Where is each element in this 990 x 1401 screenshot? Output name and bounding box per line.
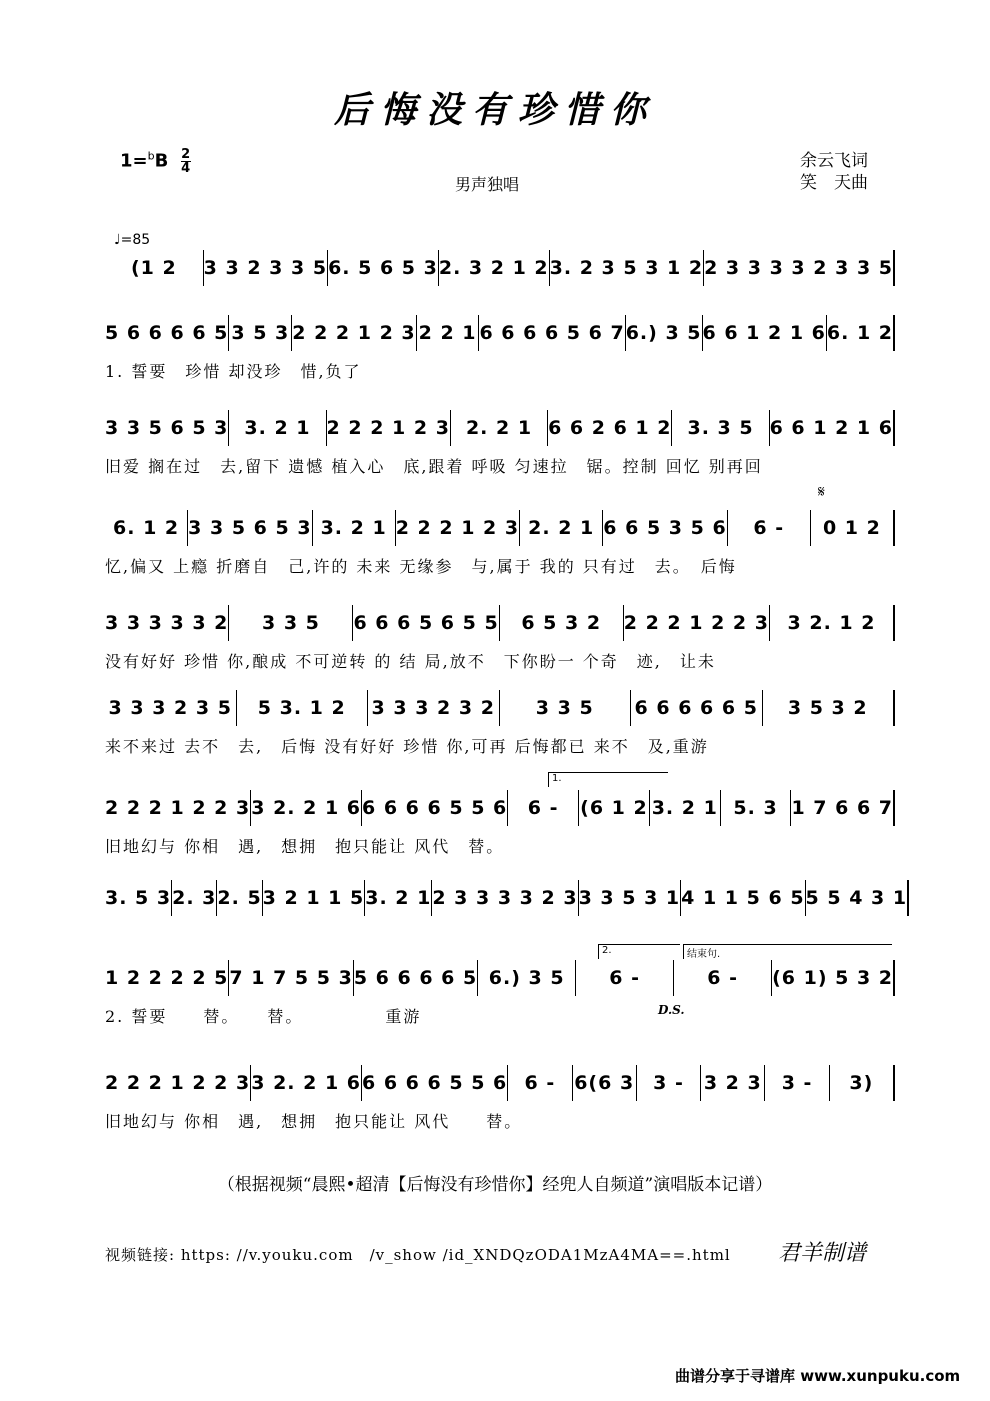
measure: 6.) 3 5 [626, 315, 703, 351]
notes-line [105, 960, 895, 996]
notes-line [105, 790, 895, 826]
measure: 5 5 4 3 1 [806, 880, 910, 916]
measure: 6 5 3 2 [500, 605, 624, 641]
signature: 君羊制谱 [778, 1241, 867, 1266]
measure: 0 1 2 [811, 510, 895, 546]
measure: 3 2. 1 2 [770, 605, 895, 641]
measure: 6 6 6 5 6 5 5 [353, 605, 499, 641]
measure: 6 - [728, 510, 811, 546]
measure: 2. 3 [172, 880, 217, 916]
notes-line [105, 1065, 895, 1101]
measure: 6 - [508, 1065, 572, 1101]
lyrics-line: 来不来过 去不 去, 后悔 没有好好 珍惜 你,可再 后悔都已 来不 及,重游 [105, 737, 709, 756]
measure: 2. 2 1 [451, 410, 548, 446]
measure: 3 5 3 [229, 315, 292, 351]
volta-1: 1. [548, 772, 668, 787]
measure: 2 2 2 1 2 2 3 [105, 1065, 251, 1101]
measure: 3 3 3 2 3 2 [368, 690, 500, 726]
measure: 2 3 3 3 3 2 3 3 5 [704, 250, 895, 286]
measure: 6 6 6 6 5 5 6 [362, 1065, 508, 1101]
measure: 3 3 5 [229, 605, 353, 641]
measure: 6 - [576, 960, 674, 996]
measure: 3 3 3 3 3 2 [105, 605, 229, 641]
measure: 2 2 2 1 2 2 3 [624, 605, 770, 641]
measure: 6 6 2 6 1 2 [548, 410, 672, 446]
measure: 6 6 6 6 6 5 [631, 690, 763, 726]
measure: 3. 2 1 [365, 880, 432, 916]
performer: 男声独唱 [455, 175, 520, 194]
lyrics-line: 没有好好 珍惜 你,酿成 不可逆转 的 结 局,放不 下你盼一 个奇 迹, 让未 [105, 652, 716, 671]
measure: 3 3 5 [500, 690, 632, 726]
notes-line [105, 605, 895, 641]
measure: 3. 2 1 [650, 790, 721, 826]
measure: 6 - [674, 960, 772, 996]
measure: 3 3 5 6 5 3 [105, 410, 229, 446]
tempo-mark: ♩=85 [114, 232, 151, 248]
measure: 3 - [765, 1065, 829, 1101]
notes-line [105, 315, 895, 351]
measure: 3 3 5 6 5 3 [188, 510, 312, 546]
measure: 3 5 3 2 [763, 690, 896, 726]
measure: 6. 1 2 [827, 315, 895, 351]
composer: 笑 天曲 [800, 173, 868, 193]
measure: 5 6 6 6 6 5 [105, 315, 229, 351]
transcription-note: （根据视频“晨熙•超清【后悔没有珍惜你】经兜人自频道”演唱版本记谱） [217, 1175, 773, 1195]
measure: 7 1 7 5 5 3 [229, 960, 353, 996]
score-row [105, 690, 895, 764]
measure: 5 3. 1 2 [237, 690, 369, 726]
measure: 6 6 1 2 1 6 [770, 410, 895, 446]
measure: (6 1 2 [579, 790, 650, 826]
lyrics-line: 1. 誓要 珍惜 却没珍 惜,负了 [105, 362, 362, 381]
measure: 3 3 2 3 3 5 [204, 250, 328, 286]
score-row [105, 410, 895, 484]
measure: 3 2 3 [701, 1065, 765, 1101]
lyrics-line: 2. 誓要 替。 替。 重游 [105, 1007, 422, 1026]
score-row [105, 250, 895, 324]
credits [800, 150, 868, 194]
lyrics-line: 旧爱 搁在过 去,留下 遗憾 植入心 底,跟着 呼吸 匀速拉 锯。控制 回忆 别再回 [105, 457, 763, 476]
measure: 2 2 2 1 2 3 [396, 510, 520, 546]
measure: 3 3 3 2 3 5 [105, 690, 237, 726]
measure: 3 2. 2 1 6 [251, 1065, 362, 1101]
measure: 6 - [508, 790, 579, 826]
notes-line [105, 250, 895, 286]
notes-line [105, 880, 908, 916]
measure: 2. 5 [217, 880, 262, 916]
measure: (1 2 [105, 250, 204, 286]
footer-credit: 曲谱分享于寻谱库 www.xunpuku.com [675, 1367, 961, 1385]
measure: 3. 2 1 [313, 510, 396, 546]
ds-mark: D.S. [658, 1003, 685, 1017]
measure: 6.) 3 5 [478, 960, 576, 996]
volta-2: 2. [598, 944, 680, 959]
measure: 2. 2 1 [520, 510, 603, 546]
score-row [105, 1065, 895, 1139]
measure: 5. 3 [721, 790, 792, 826]
score-row [105, 315, 895, 389]
score-row [105, 960, 895, 1034]
measure: 3. 3 5 [672, 410, 769, 446]
measure: 6. 5 6 5 3 [328, 250, 439, 286]
measure: 4 1 1 5 6 5 [681, 880, 805, 916]
ending-label: 结束句. [683, 944, 892, 959]
score-row [105, 790, 895, 864]
measure: 3 - [637, 1065, 701, 1101]
measure: (6 1) 5 3 2 [772, 960, 895, 996]
segno-sign: 𝄋 [818, 482, 825, 501]
measure: 2 2 2 1 2 3 [327, 410, 451, 446]
measure: 2 2 1 [417, 315, 480, 351]
measure: 3. 2 3 5 3 1 2 [550, 250, 704, 286]
measure: 6 6 1 2 1 6 [703, 315, 827, 351]
measure: 6 6 6 6 5 6 7 [479, 315, 625, 351]
notes-line [105, 510, 895, 546]
lyricist: 余云飞词 [800, 151, 868, 171]
measure: 3. 5 3 [105, 880, 172, 916]
measure: 1 2 2 2 2 5 [105, 960, 229, 996]
lyrics-line: 旧地幻与 你相 遇, 想拥 抱只能让 风代 替。 [105, 1112, 523, 1131]
measure: 2. 3 2 1 2 [439, 250, 550, 286]
notes-line [105, 690, 895, 726]
video-link: 视频链接: https: //v.youku.com /v_show /id_XNDQzODA1MzA4MA==.html [105, 1246, 731, 1264]
measure: 6(6 3 [573, 1065, 637, 1101]
measure: 3 2. 2 1 6 [251, 790, 362, 826]
score-row [105, 605, 895, 679]
measure: 2 2 2 1 2 2 3 [105, 790, 251, 826]
time-signature: $\frac{2}{4}$ [181, 147, 191, 176]
lyrics-line: 忆,偏又 上瘾 折磨自 己,许的 未来 无缘参 与,属于 我的 只有过 去。 后悔 [105, 557, 737, 576]
measure: 2 3 3 3 3 2 3 [432, 880, 578, 916]
measure: 6 6 5 3 5 6 [603, 510, 727, 546]
measure: 6. 1 2 [105, 510, 188, 546]
measure: 6 6 6 6 5 5 6 [362, 790, 508, 826]
key-signature: 1=$^b$B $\frac{2}{4}$ [120, 147, 191, 176]
measure: 3 3 5 3 1 [579, 880, 682, 916]
page-title: 后悔没有珍惜你 [333, 89, 656, 131]
measure: 1 7 6 6 7 [791, 790, 895, 826]
notes-line [105, 410, 895, 446]
measure: 2 2 2 1 2 3 [292, 315, 416, 351]
score-row [105, 880, 908, 954]
measure: 3) [830, 1065, 895, 1101]
measure: 3. 2 1 [229, 410, 326, 446]
measure: 3 2 1 1 5 [263, 880, 366, 916]
measure: 5 6 6 6 6 5 [354, 960, 478, 996]
score-row [105, 510, 895, 584]
lyrics-line: 旧地幻与 你相 遇, 想拥 抱只能让 风代 替。 [105, 837, 505, 856]
